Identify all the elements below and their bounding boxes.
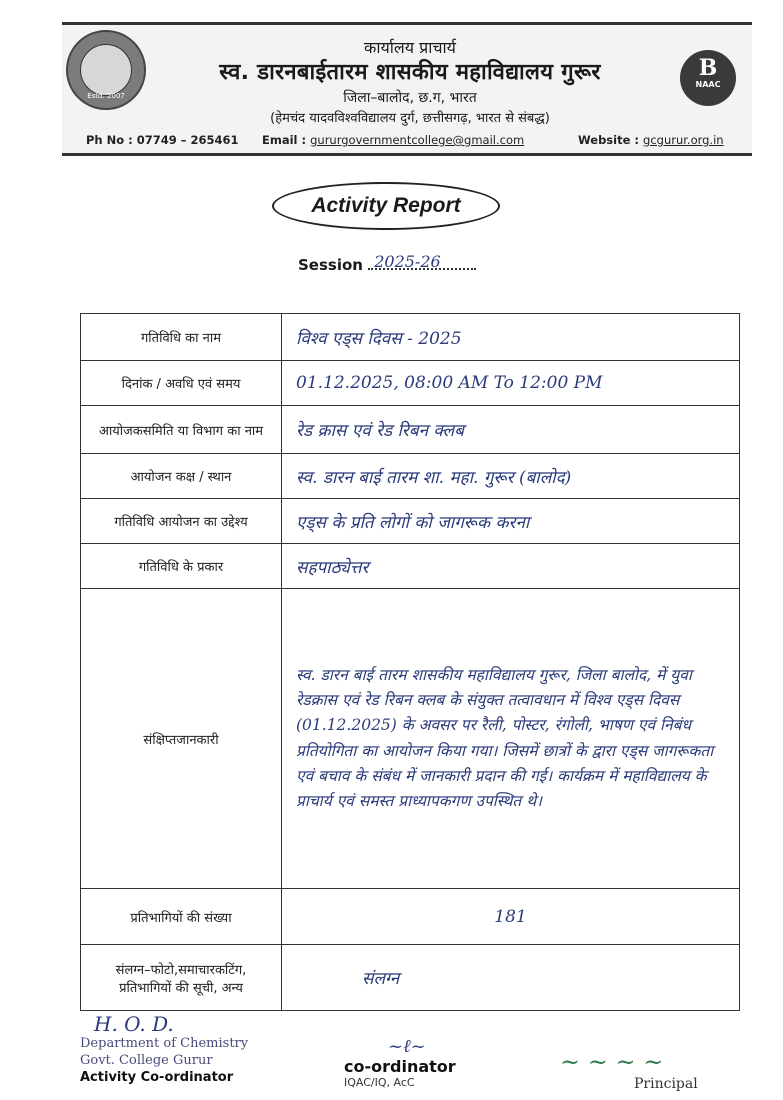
row-value: 181	[282, 889, 740, 945]
hod-college: Govt. College Gurur	[80, 1052, 213, 1068]
table-row	[81, 361, 740, 406]
activity-coordinator-label: Activity Co-ordinator	[80, 1069, 234, 1085]
college-name: स्व. डारनबाईतारम शासकीय महाविद्यालय गुरूर	[219, 60, 601, 85]
table-row	[81, 499, 740, 544]
row-value: रेड क्रास एवं रेड रिबन क्लब	[282, 406, 740, 454]
principal-signature-block	[560, 1048, 698, 1092]
row-value: विश्व एड्स दिवस - 2025	[282, 314, 740, 361]
row-value: सहपाठ्येत्तर	[282, 544, 740, 589]
principal-label: Principal	[634, 1076, 698, 1092]
website-link[interactable]: gcgurur.org.in	[643, 133, 724, 147]
coordinator-signature-icon: ~ℓ~	[388, 1036, 426, 1057]
row-value: संलग्न	[282, 945, 740, 1011]
row-value: एड्स के प्रति लोगों को जागरूक करना	[282, 499, 740, 544]
row-label: गतिविधि के प्रकार	[81, 544, 282, 589]
office-title: कार्यालय प्राचार्य	[364, 38, 456, 57]
row-label: गतिविधि आयोजन का उद्देश्य	[81, 499, 282, 544]
activity-table	[80, 313, 740, 1011]
row-value: 01.12.2025, 08:00 AM To 12:00 PM	[282, 361, 740, 406]
session-value: 2025-26	[374, 252, 441, 271]
hod-department: Department of Chemistry	[80, 1036, 249, 1051]
hod-mark: H. O. D.	[94, 1012, 174, 1036]
table-row	[81, 945, 740, 1011]
website-line: Website : gcgurur.org.in	[578, 133, 724, 147]
session-line: Session 2025-26	[298, 256, 476, 274]
email-link[interactable]: gururgovernmentcollege@gmail.com	[310, 133, 525, 147]
coordinator-signature-block	[344, 1036, 456, 1089]
table-row	[81, 406, 740, 454]
table-row	[81, 589, 740, 889]
row-label: संक्षिप्तजानकारी	[81, 589, 282, 889]
row-label: प्रतिभागियों की संख्या	[81, 889, 282, 945]
row-label: दिनांक / अवधि एवं समय	[81, 361, 282, 406]
row-value: स्व. डारन बाई तारम शा. महा. गुरूर (बालोद)	[282, 454, 740, 499]
report-title: Activity Report	[272, 182, 500, 230]
naac-badge-icon: B NAAC	[680, 50, 736, 106]
row-label: आयोजकसमिति या विभाग का नाम	[81, 406, 282, 454]
hod-signature-block	[80, 1012, 248, 1085]
email-line: Email : gururgovernmentcollege@gmail.com	[262, 133, 525, 147]
college-district: जिला–बालोद, छ.ग, भारत	[343, 90, 477, 106]
row-label: संलग्न–फोटो,समाचारकटिंग, प्रतिभागियों की सूची, अन्य	[81, 945, 282, 1011]
row-value: स्व. डारन बाई तारम शासकीय महाविद्यालय गुरूर, जिला बालोद, में युवा रेडक्रास एवं रेड रिबन क्लब के संयुक्त तत्वावधान में विश्व एड्स दिवस (01.12.2025) के अवसर पर रैली, पोस्टर, रंगोली, भाषण एवं निबंध प्रतियोगिता का आयोजन किया गया। जिसमें छात्रों के द्वारा एड्स जागरूकता एवं बचाव के संबंध में जानकारी प्रदान की गई। कार्यक्रम में महाविद्यालय के प्राचार्य एवं समस्त प्राध्यापकगण उपस्थित थे।	[282, 589, 740, 889]
table-row	[81, 544, 740, 589]
phone-line: Ph No : 07749 – 265461	[86, 133, 239, 147]
principal-signature-icon: ~ ~ ~ ~	[560, 1048, 664, 1076]
row-label: गतिविधि का नाम	[81, 314, 282, 361]
table-row	[81, 889, 740, 945]
college-affiliation: (हेमचंद यादवविश्वविद्यालय दुर्ग, छत्तीसगढ़, भारत से संबद्ध)	[270, 111, 550, 126]
coordinator-label: co-ordinator	[344, 1057, 456, 1076]
row-label: आयोजन कक्ष / स्थान	[81, 454, 282, 499]
coordinator-sub: IQAC/IQ, AcC	[344, 1076, 415, 1089]
table-row	[81, 454, 740, 499]
table-row	[81, 314, 740, 361]
college-emblem-icon: Estd. 2007	[66, 30, 146, 110]
